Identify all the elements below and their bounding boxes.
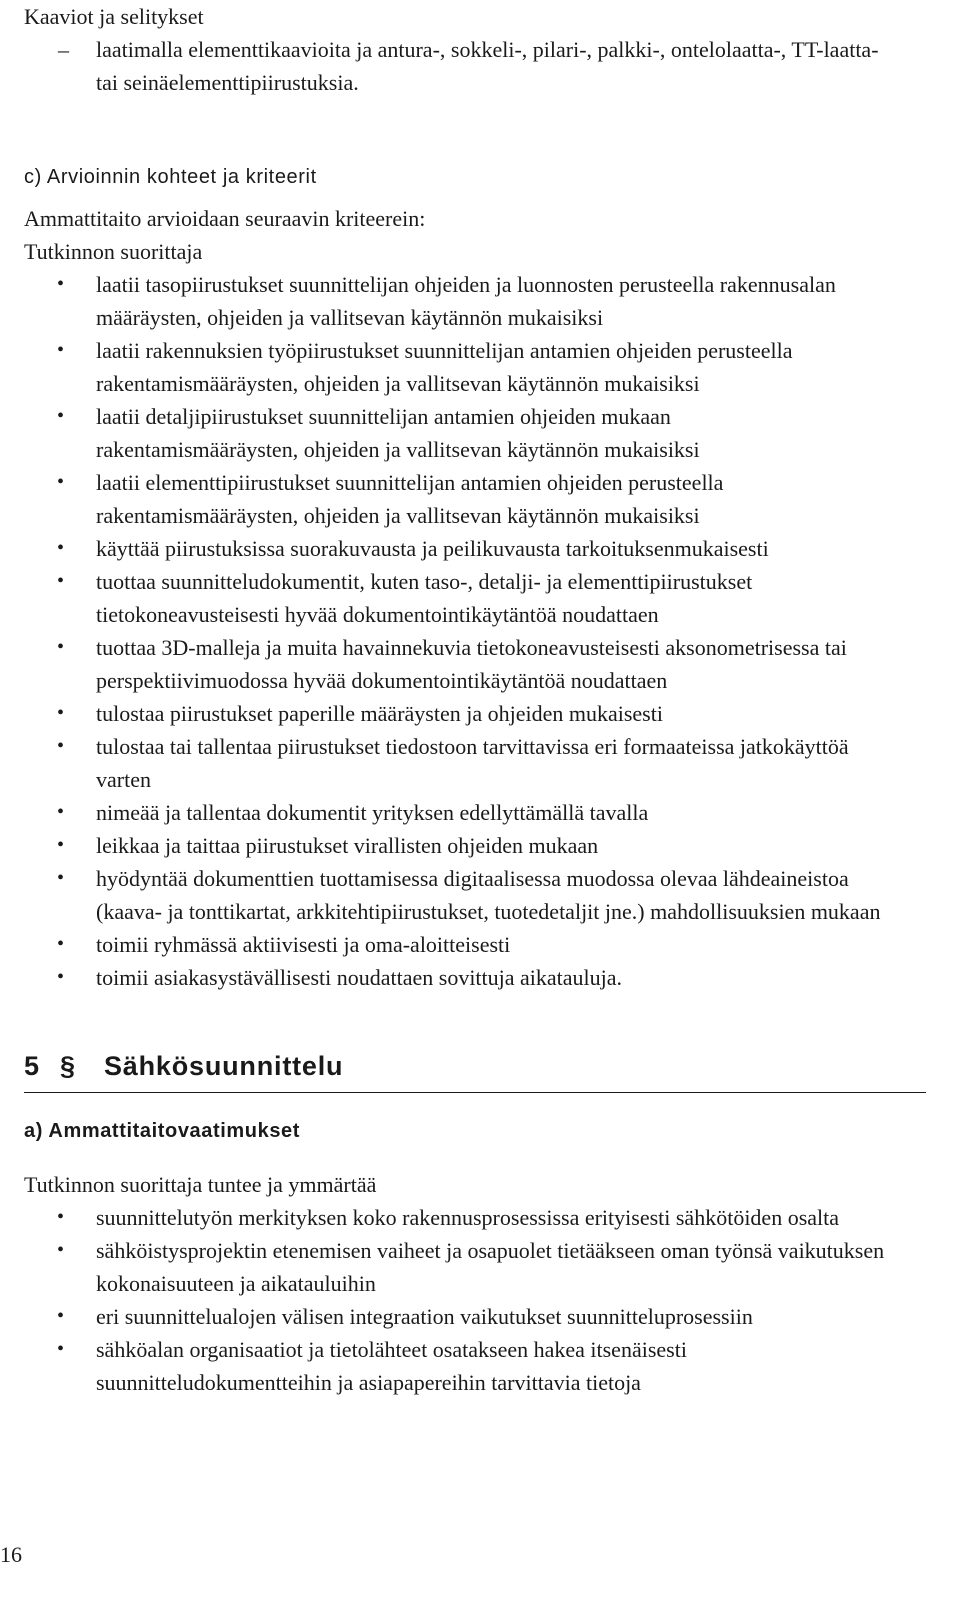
bullet-marker: • [57, 405, 65, 427]
list-item [24, 1300, 934, 1333]
dash-marker: – [58, 37, 69, 62]
section-title-text: Sähkösuunnittelu [104, 1051, 344, 1081]
list-item [24, 268, 866, 334]
list-item-text: laatii elementtipiirustukset suunnittelijan antamien ohjeiden perusteella rakentamismääräysten, ohjeiden ja vallitsevan käytännön mukaisiksi [96, 470, 724, 528]
bullet-marker: • [57, 570, 65, 592]
intro-title: Kaaviot ja selitykset [24, 4, 204, 29]
list-item [24, 928, 934, 961]
bullet-marker: • [57, 1206, 65, 1229]
list-item [24, 829, 934, 862]
bullet-marker: • [57, 702, 65, 724]
section-symbol: § [60, 1051, 76, 1081]
intro-dash-text: laatimalla elementtikaavioita ja antura-, sokkeli-, pilari-, palkki-, ontelolaatta-, TT-laatta- tai seinäelementtipiirustuksia. [96, 37, 879, 95]
bullet-marker: • [57, 1239, 65, 1262]
list-item-text: suunnittelutyön merkityksen koko rakennusprosessissa erityisesti sähkötöiden osalta [96, 1205, 840, 1231]
bullet-marker: • [57, 339, 65, 361]
list-item [24, 697, 934, 730]
bullet-marker: • [57, 933, 65, 955]
bullet-marker: • [57, 735, 65, 757]
section-5-lead: Tutkinnon suorittaja tuntee ja ymmärtää [24, 1172, 377, 1198]
list-item [24, 532, 934, 565]
section-number: 5 [24, 1051, 40, 1081]
list-item-text: sähköalan organisaatiot ja tietolähteet osatakseen hakea itsenäisesti suunnitteludokumentteihin ja asiapapereihin tarvittavia tietoja [96, 1337, 687, 1396]
list-item [24, 1333, 856, 1399]
list-item-text: tulostaa piirustukset paperille määräysten ja ohjeiden mukaisesti [96, 701, 663, 726]
bullet-marker: • [57, 1338, 65, 1361]
list-item-text: tuottaa suunnitteludokumentit, kuten taso-, detalji- ja elementtipiirustukset tietokoneavusteisesti hyvää dokumentointikäytäntöä noudattaen [96, 569, 753, 627]
list-item [24, 565, 934, 631]
list-item-text: hyödyntää dokumenttien tuottamisessa digitaalisessa muodossa olevaa lähdeaineistoa (kaava- ja tonttikartat, arkkitehtipiirustukset, tuotedetaljit jne.) mahdollisuuksien mukaan [96, 866, 881, 924]
bullet-marker: • [57, 867, 65, 889]
list-item [24, 334, 926, 400]
section-5-requirements-list [24, 1201, 934, 1399]
list-item-text: tulostaa tai tallentaa piirustukset tiedostoon tarvittavissa eri formaateissa jatkokäyttöä varten [96, 734, 849, 792]
list-item [24, 862, 896, 928]
bullet-marker: • [57, 273, 65, 295]
list-item-text: leikkaa ja taittaa piirustukset virallisten ohjeiden mukaan [96, 833, 599, 858]
list-item-text: toimii asiakasystävällisesti noudattaen sovittuja aikatauluja. [96, 965, 623, 990]
document-page [24, 0, 934, 1399]
section-c-subject: Tutkinnon suorittaja [24, 239, 203, 264]
list-item [24, 1201, 934, 1234]
list-item-text: nimeää ja tallentaa dokumentit yrityksen edellyttämällä tavalla [96, 800, 649, 825]
bullet-marker: • [57, 537, 65, 559]
bullet-marker: • [57, 966, 65, 988]
list-item-text: käyttää piirustuksissa suorakuvausta ja peilikuvausta tarkoituksenmukaisesti [96, 536, 769, 561]
list-item [24, 961, 934, 994]
section-c-criteria-list [24, 268, 934, 994]
list-item-text: tuottaa 3D-malleja ja muita havainnekuvia tietokoneavusteisesti aksonometrisessa tai perspektiivimuodossa hyvää dokumentointikäytäntöä noudattaen [96, 635, 847, 693]
bullet-marker: • [57, 636, 65, 658]
bullet-marker: • [57, 1305, 65, 1328]
list-item-text: laatii detaljipiirustukset suunnittelijan antamien ohjeiden mukaan rakentamismääräysten, ohjeiden ja vallitsevan käytännön mukaisiksi [96, 404, 700, 462]
list-item [24, 466, 876, 532]
list-item [24, 796, 934, 829]
list-item [24, 631, 926, 697]
page-number: 16 [0, 1542, 22, 1567]
list-item-text: eri suunnittelualojen välisen integraation vaikutukset suunnitteluprosessiin [96, 1304, 753, 1330]
section-c-heading: c) Arvioinnin kohteet ja kriteerit [24, 166, 317, 188]
list-item [24, 1234, 926, 1300]
list-item-text: toimii ryhmässä aktiivisesti ja oma-aloitteisesti [96, 932, 511, 957]
list-item-text: laatii rakennuksien työpiirustukset suunnittelijan antamien ohjeiden perusteella rakentamismääräysten, ohjeiden ja vallitsevan käytännön mukaisiksi [96, 338, 793, 396]
section-5-title [24, 1046, 926, 1093]
list-item-text: sähköistysprojektin etenemisen vaiheet ja osapuolet tietääkseen oman työnsä vaikutuksen kokonaisuuteen ja aikatauluihin [96, 1238, 885, 1297]
section-5-subheading: a) Ammattitaitovaatimukset [24, 1120, 301, 1143]
list-item-text: laatii tasopiirustukset suunnittelijan ohjeiden ja luonnosten perusteella rakennusalan määräysten, ohjeiden ja vallitsevan käytännön mukaisiksi [96, 272, 836, 330]
list-item [24, 730, 896, 796]
section-c-lead: Ammattitaito arvioidaan seuraavin kriteerein: [24, 206, 426, 231]
bullet-marker: • [57, 471, 65, 493]
list-item [24, 400, 836, 466]
bullet-marker: • [57, 801, 65, 823]
bullet-marker: • [57, 834, 65, 856]
intro-dash-item [24, 33, 896, 99]
